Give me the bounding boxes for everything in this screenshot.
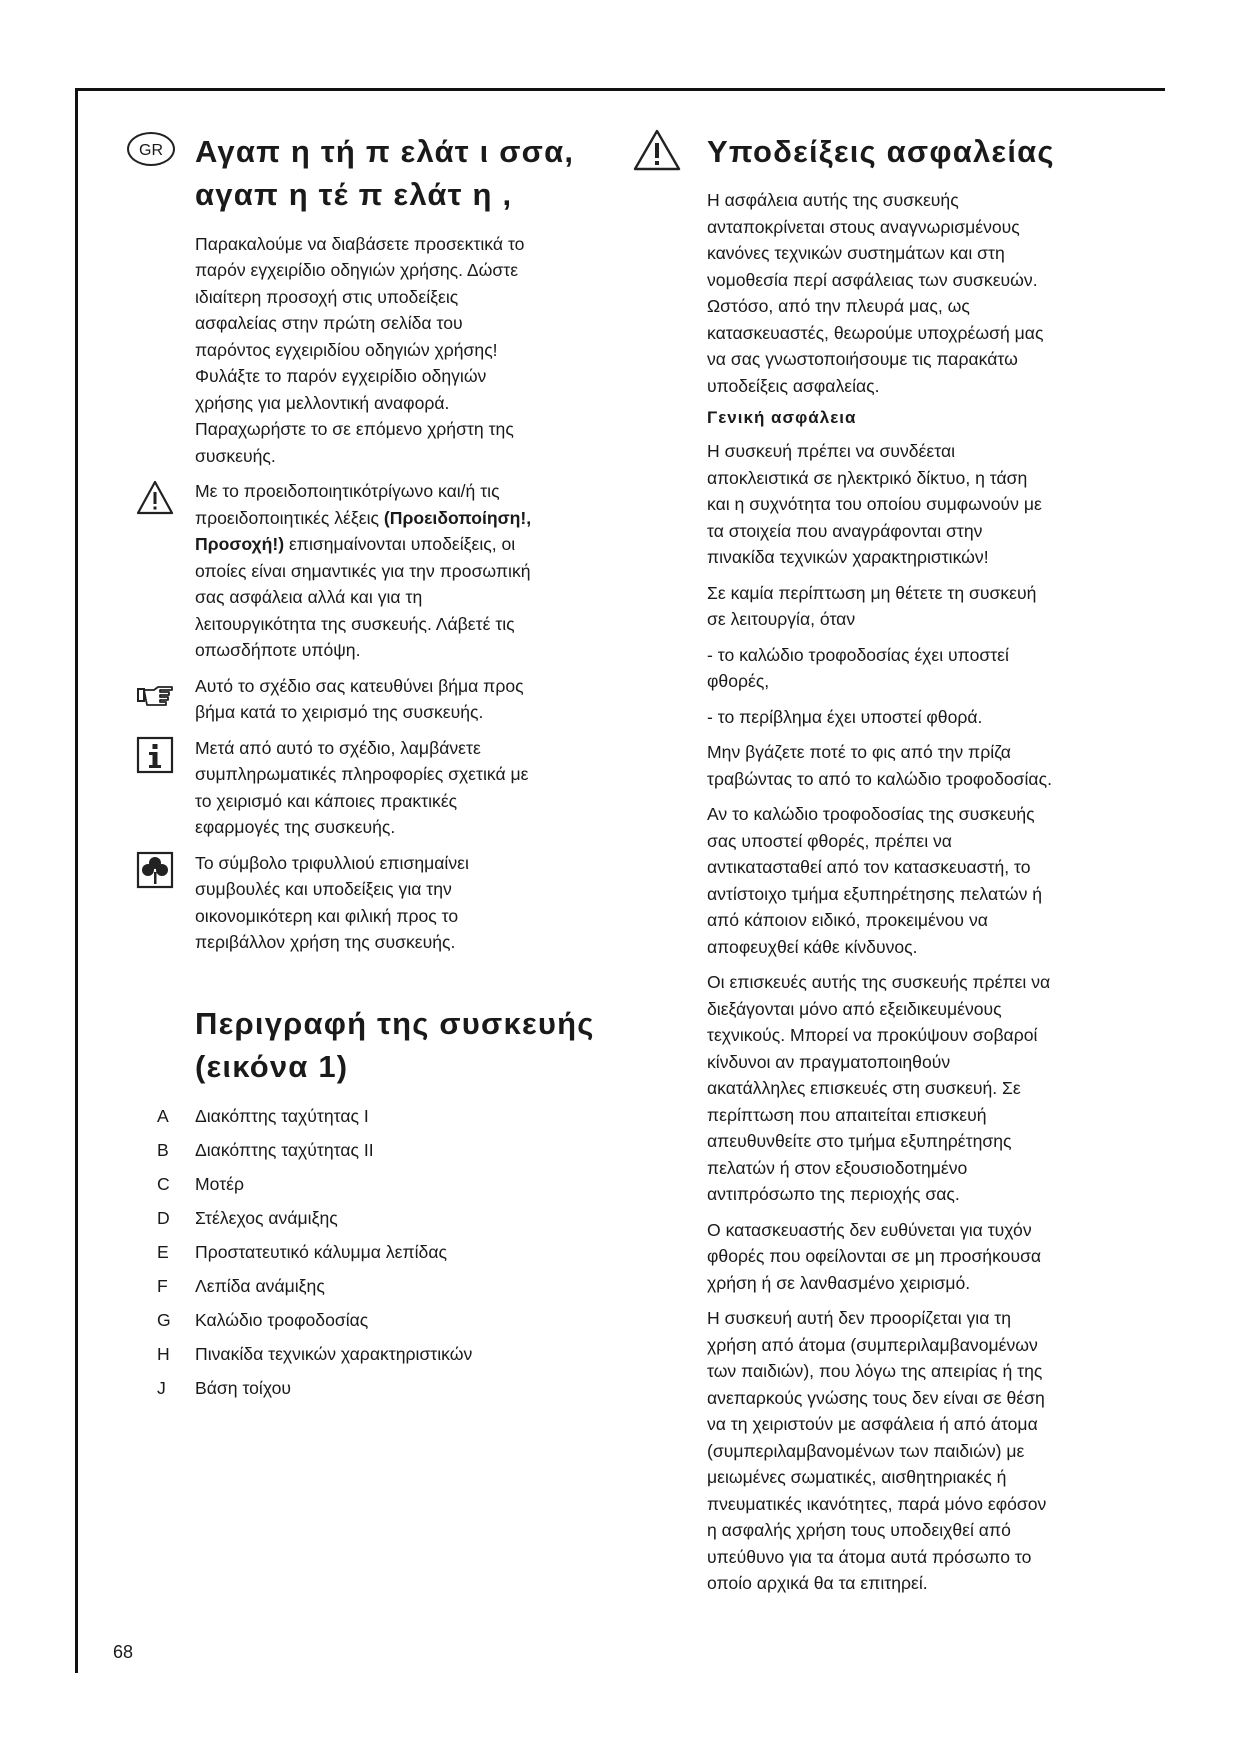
paragraph: Η συσκευή πρέπει να συνδέεται αποκλειστικά σε ηλεκτρικό δίκτυο, η τάση και η συχνότητα του οποίου συμφωνούν με τα στοιχεία που αναγράφονται στην πινακίδα τεχνικών χαρακτηριστικών! bbox=[707, 441, 1042, 568]
general-safety-subtitle: Γενική ασφάλεια bbox=[707, 408, 857, 428]
clover-symbol-note: Το σύμβολο τριφυλλιού επισημαίνει συμβουλές και υποδείξεις για την οικονομικότερη και φιλική προς το περιβάλλον χρήση της συσκευής. bbox=[195, 850, 625, 956]
paragraph: Αν το καλώδιο τροφοδοσίας της συσκευής σας υποστεί φθορές, πρέπει να αντικατασταθεί από τον κατασκευαστή, το αντίστοιχο τμήμα εξυπηρέτησης πελατών ή από κάποιον ειδικό, προκειμένου να αποφευχθεί κάθε κίνδυνος. bbox=[707, 804, 1043, 957]
list-item: B Διακόπτης ταχύτητας II bbox=[157, 1139, 374, 1160]
paragraph: Μην βγάζετε ποτέ το φις από την πρίζα τραβώντας το από το καλώδιο τροφοδοσίας. bbox=[707, 742, 1052, 789]
safety-intro-paragraph: Η ασφάλεια αυτής της συσκευής ανταποκρίνεται στους αναγνωρισμένους κανόνες τεχνικών συστημάτων και στη νομοθεσία περί ασφάλειας των συσκευών. Ωστόσο, από την πλευρά μας, ως κατασκευαστές, θεωρούμε υποχρέωσή μας να σας γνωστοποιήσουμε τις παρακάτω υποδείξεις ασφαλείας. bbox=[707, 190, 1044, 396]
list-item: D Στέλεχος ανάμιξης bbox=[157, 1207, 338, 1228]
list-item: C Μοτέρ bbox=[157, 1173, 244, 1194]
frame-top-rule bbox=[75, 88, 1165, 91]
frame-left-rule bbox=[75, 88, 78, 1673]
info-symbol-note: Μετά από αυτό το σχέδιο, λαμβάνετε συμπληρωματικές πληροφορίες σχετικά με το χειρισμό και κάποιες πρακτικές εφαρμογές της συσκευής. bbox=[195, 735, 625, 841]
safety-title: Υποδείξεις ασφαλείας bbox=[707, 134, 1055, 169]
paragraph: Η συσκευή αυτή δεν προορίζεται για τη χρήση από άτομα (συμπεριλαμβανομένων των παιδιών), που λόγω της απειρίας ή της ανεπαρκούς γνώσης τους δεν είναι σε θέση να τη χειριστούν με ασφάλεια ή από άτομα (συμπεριλαμβανομένων των παιδιών) με μειωμένες σωματικές, αισθητηριακές ή πνευματικές ικανότητες, παρά μόνο εφόσον η ασφαλής χρήση τους υποδειχθεί από υπεύθυνο για τα άτομα αυτά πρόσωπο το οποίο αρχικά θα τα επιτηρεί. bbox=[707, 1308, 1047, 1594]
list-item: A Διακόπτης ταχύτητας I bbox=[157, 1105, 369, 1126]
list-item: F Λεπίδα ανάμιξης bbox=[157, 1275, 325, 1296]
list-item: H Πινακίδα τεχνικών χαρακτηριστικών bbox=[157, 1343, 473, 1364]
page-number: 68 bbox=[113, 1642, 134, 1662]
warning-triangle-icon bbox=[135, 478, 175, 518]
clover-icon bbox=[135, 850, 175, 890]
paragraph: Ο κατασκευαστής δεν ευθύνεται για τυχόν φθορές που οφείλονται σε μη προσήκουσα χρήση ή σε λανθασμένο χειρισμό. bbox=[707, 1219, 1042, 1293]
paragraph: Σε καμία περίπτωση μη θέτετε τη συσκευή σε λειτουργία, όταν bbox=[707, 582, 1037, 630]
intro-paragraph: Παρακαλούμε να διαβάσετε προσεκτικά το παρόν εγχειρίδιο οδηγιών χρήσης. Δώστε ιδιαίτερη προσοχή στις υποδείξεις ασφαλείας στην πρώτη σελίδα του παρόντος εγχειριδίου οδηγιών χρήσης! Φυλάξτε το παρόν εγχειρίδιο οδηγιών χρήσης για μελλοντική αναφορά. Παραχωρήστε το σε επόμενο χρήστη της συσκευής. bbox=[195, 233, 525, 466]
parts-list bbox=[157, 1103, 625, 1409]
list-item: E Προστατευτικό κάλυμμα λεπίδας bbox=[157, 1241, 447, 1262]
device-description-title: Περιγραφή της συσκευής (εικόνα 1) bbox=[195, 1005, 595, 1085]
paragraph: Οι επισκευές αυτής της συσκευής πρέπει να διεξάγονται μόνο από εξειδικευμένους τεχνικούς. Μπορεί να προκύψουν σοβαροί κίνδυνοι αν πραγματοποιηθούν ακατάλληλες επισκευές στη συσκευή. Σε περίπτωση που απαιτείται επισκευή απευθυνθείτε στο τμήμα εξυπηρέτησης πελατών ή στον εξουσιοδοτημένο αντιπρόσωπο της περιοχής σας. bbox=[707, 972, 1051, 1205]
pointing-hand-icon bbox=[135, 675, 175, 715]
warning-symbol-note: Με το προειδοποιητικότρίγωνο και/ή τις προειδοποιητικές λέξεις (Προειδοποίηση!, Προσοχή!) επισημαίνονται υποδείξεις, οι οποίες είναι σημαντικές για την προσωπική σας ασφάλεια αλλά και για τη λειτουργικότητα της συσκευής. Λάβετέ τις οπωσδήποτε υπόψη. bbox=[195, 478, 625, 664]
left-column bbox=[157, 130, 625, 1409]
right-column bbox=[707, 130, 1127, 1606]
dash-item: - το περίβλημα έχει υποστεί φθορά. bbox=[707, 706, 983, 727]
info-icon bbox=[135, 735, 175, 775]
list-item: G Καλώδιο τροφοδοσίας bbox=[157, 1309, 369, 1330]
safety-warning-triangle-icon bbox=[632, 128, 682, 172]
language-badge: GR bbox=[127, 132, 175, 166]
hand-symbol-note: Αυτό το σχέδιο σας κατευθύνει βήμα προς βήμα κατά το χειρισμό της συσκευής. bbox=[195, 673, 625, 726]
greeting-title: Αγαπ η τή π ελάτ ι σσα, αγαπ η τέ π ελάτ η , bbox=[195, 134, 575, 213]
list-item: J Βάση τοίχου bbox=[157, 1377, 292, 1398]
dash-item: - το καλώδιο τροφοδοσίας έχει υποστεί φθορές, bbox=[707, 644, 1009, 692]
